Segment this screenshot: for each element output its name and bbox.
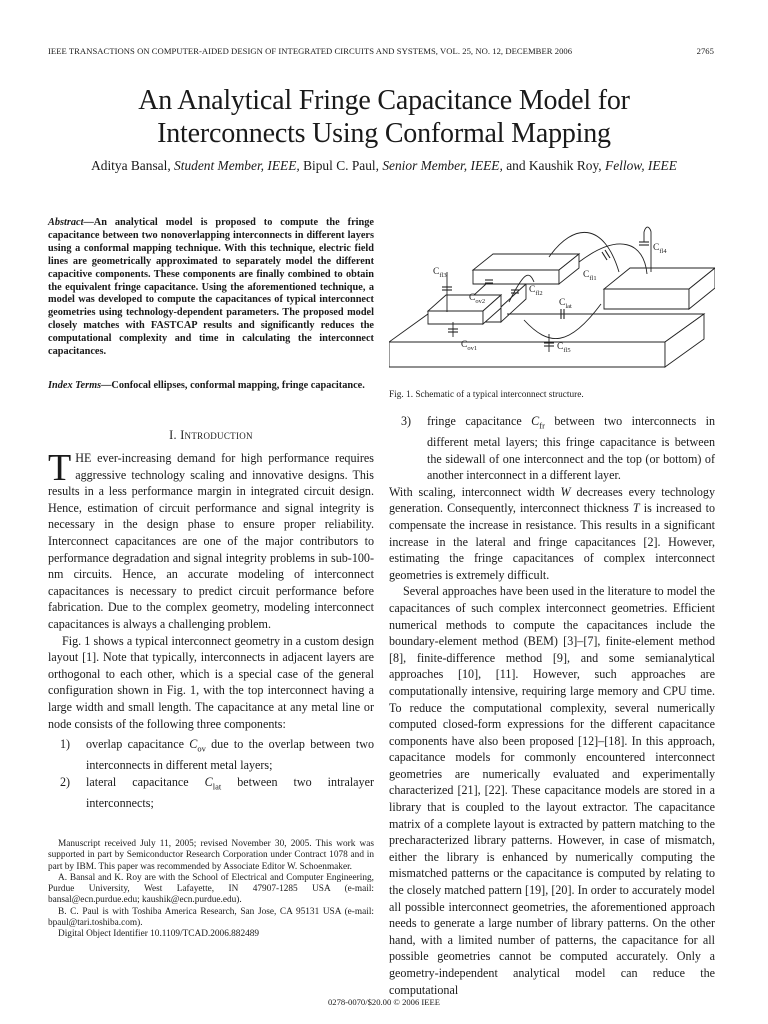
section-title: Introduction — [180, 428, 253, 442]
text-b: decreases every technology generation. Consequently, interconnect thickness — [389, 484, 715, 516]
label-cfl5: $C_{fl5}$ — [557, 342, 571, 354]
footnote-affiliation-1: A. Bansal and K. Roy are with the School of Electrical and Computer Engineering, Purdue University, West Lafayette, IN 47907-1285 USA (e-mail: bansal@ecn.purdue.edu; kaushik@ecn.purdue.edu). — [48, 872, 374, 906]
figure-caption: Fig. 1. Schematic of a typical interconnect structure. — [389, 390, 584, 400]
index-terms-text: —Confocal ellipses, conformal mapping, fringe capacitance. — [101, 380, 365, 391]
running-header — [48, 46, 714, 60]
text-c: is increased to compensate the increase in resistance. This results in a significant increase in the lateral and fringe capacitances [2]. However, estimating the fringe capacitances of complex interconnect geometries is extremely difficult. — [389, 501, 716, 582]
title-line-2: Interconnects Using Conformal Mapping — [157, 118, 611, 149]
index-terms-label: Index Terms — [48, 380, 102, 391]
author-1: Aditya Bansal, — [91, 158, 171, 173]
author-2: Bipul C. Paul, — [303, 158, 379, 173]
math-sub: ov — [197, 743, 206, 754]
list-item-1 — [48, 736, 374, 774]
label-clat: $C_{lat}$ — [559, 298, 572, 310]
math-var-w: W — [560, 484, 571, 499]
author-3-role: Fellow, IEEE — [605, 158, 677, 173]
intro-column — [48, 447, 374, 811]
list-text — [86, 774, 374, 812]
label-cov2: $C_{ov2}$ — [469, 293, 486, 305]
title-line-1: An Analytical Fringe Capacitance Model for — [138, 85, 630, 116]
paper-title — [0, 84, 768, 150]
list-number: 2) — [60, 774, 71, 789]
label-cov1: $C_{ov1}$ — [461, 340, 478, 352]
list-text-b: between two intralayer interconnects; — [86, 774, 374, 810]
list-number: 1) — [60, 737, 71, 752]
math-var-t: T — [632, 501, 640, 516]
page-number: 2765 — [696, 46, 714, 56]
label-cfl2: $C_{fl2}$ — [529, 285, 543, 297]
list-item-2 — [48, 774, 374, 812]
section-numeral: I. — [169, 428, 177, 442]
footnote — [48, 839, 374, 941]
intro-p1-text: HE ever-increasing demand for high performance requires aggressive technology scaling and innovative designs. This results in a less performance margin in integrated circuit design. Hence, estimation of circuit performance and signal integrity is necessary in the design phase to ensure proper reliability. Interconnect capacitances are one of the major contributors to performance degradation and signal integrity problems in sub-100-nm circuits. Hence, an accurate modeling of interconnect capacitances is necessary to predict circuit performance before fabrication. Due to the complex geometry, modeling interconnect capacitances is always a challenging problem. — [48, 451, 374, 631]
abstract — [48, 217, 374, 359]
list-text-a: lateral capacitance — [86, 774, 205, 789]
index-terms — [48, 380, 374, 393]
intro-paragraph-2: Fig. 1 shows a typical interconnect geometry in a custom design layout [1]. Note that typically, interconnects in adjacent layers are orthogonal to each other, which is a special case of the general configuration shown in Fig. 1, with the top interconnect having a large width and small length. The capacitance at any metal line or node consists of the following three components: — [48, 633, 374, 731]
list-number: 3) — [401, 414, 412, 428]
author-1-role: Student Member, IEEE, — [174, 158, 300, 173]
label-cfl3: $C_{fl3}$ — [433, 267, 447, 279]
author-2-role: Senior Member, IEEE, — [382, 158, 503, 173]
list-text-a: overlap capacitance — [86, 737, 190, 752]
figure-1 — [389, 212, 715, 382]
author-3: and Kaushik Roy, — [506, 158, 602, 173]
abstract-label: Abstract — [48, 217, 84, 228]
list-text-a: fringe capacitance — [427, 414, 532, 428]
math-sub: fr — [539, 420, 545, 431]
math-var: C — [204, 774, 213, 789]
author-list — [0, 158, 768, 174]
list-text-b: between two interconnects in different metal layers; this fringe capacitance is between the sidewall of one interconnect and the top (or bottom) of another interconnect in a different layer. — [427, 414, 716, 483]
label-cfl4: $C_{fl4}$ — [653, 243, 667, 255]
interconnect-schematic — [389, 212, 715, 382]
math-sub: lat — [212, 781, 222, 792]
footnote-manuscript: Manuscript received July 11, 2005; revised November 30, 2005. This work was supported in part by Semiconductor Research Corporation under Contract 1078 and in part by IBM. This paper was recommended by Associate Editor W. Schoenmaker. — [48, 839, 374, 872]
list-item-3 — [389, 413, 715, 484]
footnote-affiliation-2: B. C. Paul is with Toshiba America Research, San Jose, CA 95131 USA (e-mail: bpaul@tari.toshiba.com). — [48, 906, 374, 929]
right-column — [389, 413, 715, 998]
list-text — [86, 736, 374, 774]
math-var: C — [531, 414, 540, 428]
journal-name: IEEE TRANSACTIONS ON COMPUTER-AIDED DESIGN OF INTEGRATED CIRCUITS AND SYSTEMS, VOL. 25, NO. 12, DECEMBER 2006 — [48, 46, 573, 56]
list-text-b: due to the overlap between two interconnects in different metal layers; — [86, 737, 374, 773]
label-cfl1: $C_{fl1}$ — [583, 270, 597, 282]
footnote-doi: Digital Object Identifier 10.1109/TCAD.2006.882489 — [58, 929, 260, 940]
section-heading — [48, 428, 374, 443]
intro-paragraph-1 — [48, 447, 374, 633]
text-a: With scaling, interconnect width — [389, 484, 561, 499]
list-text — [427, 413, 715, 484]
math-var: C — [189, 737, 198, 752]
paragraph-approaches: Several approaches have been used in the literature to model the capacitances of such complex interconnect geometries. Efficient numerical methods to compute the capacitances include the boundary-element method (BEM) [3]–[7], finite-element method [8], finite-difference method [9], and some semianalytical approaches [10], [11]. However, such approaches are computationally intensive, requiring large memory and CPU time. To reduce the computational complexity, several numerically computed closed-form expressions for the different capacitance components have also been proposed [12]–[18]. In this approach, capacitance models for commonly encountered interconnect geometries are numerically evaluated and experimentally characterized [21], [22]. These capacitance models are stored in a library that is coupled to the layout extractor. The capacitance matrix of a complete layout is extracted by pattern matching to the precharacterized library patterns. However, in case of mismatch, either the library is enhanced by numerically computing the mismatched patterns or the capacitance is computed by relating to the closely matched pattern [19], [20]. In order to accurately model all possible interconnect geometries, the aforementioned approach needs to generate a large number of library patterns. On the other hand, with a limited number of patterns, the capacitance for all possible geometries cannot be computed accurately. Only a geometry-independent analytical model can reduce the computational — [389, 584, 715, 997]
copyright-footer: 0278-0070/$20.00 © 2006 IEEE — [327, 997, 441, 1007]
drop-cap: T — [48, 447, 72, 489]
abstract-text: —An analytical model is proposed to compute the fringe capacitance between two nonoverlapping interconnects in different layers using a conformal mapping technique. With this technique, electric field lines are geometrically approximated to separately model the different capacitive components. These components are finally combined to obtain the equivalent fringe capacitance. Using the aforementioned technique, a model was developed to compute the capacitances of typical interconnect geometries using technology-dependent parameters. The proposed model closely matches with FASTCAP results and significantly reduces the computational complexity and time in calculating the interconnect capacitances. — [48, 217, 374, 358]
paragraph-scaling — [389, 484, 715, 584]
